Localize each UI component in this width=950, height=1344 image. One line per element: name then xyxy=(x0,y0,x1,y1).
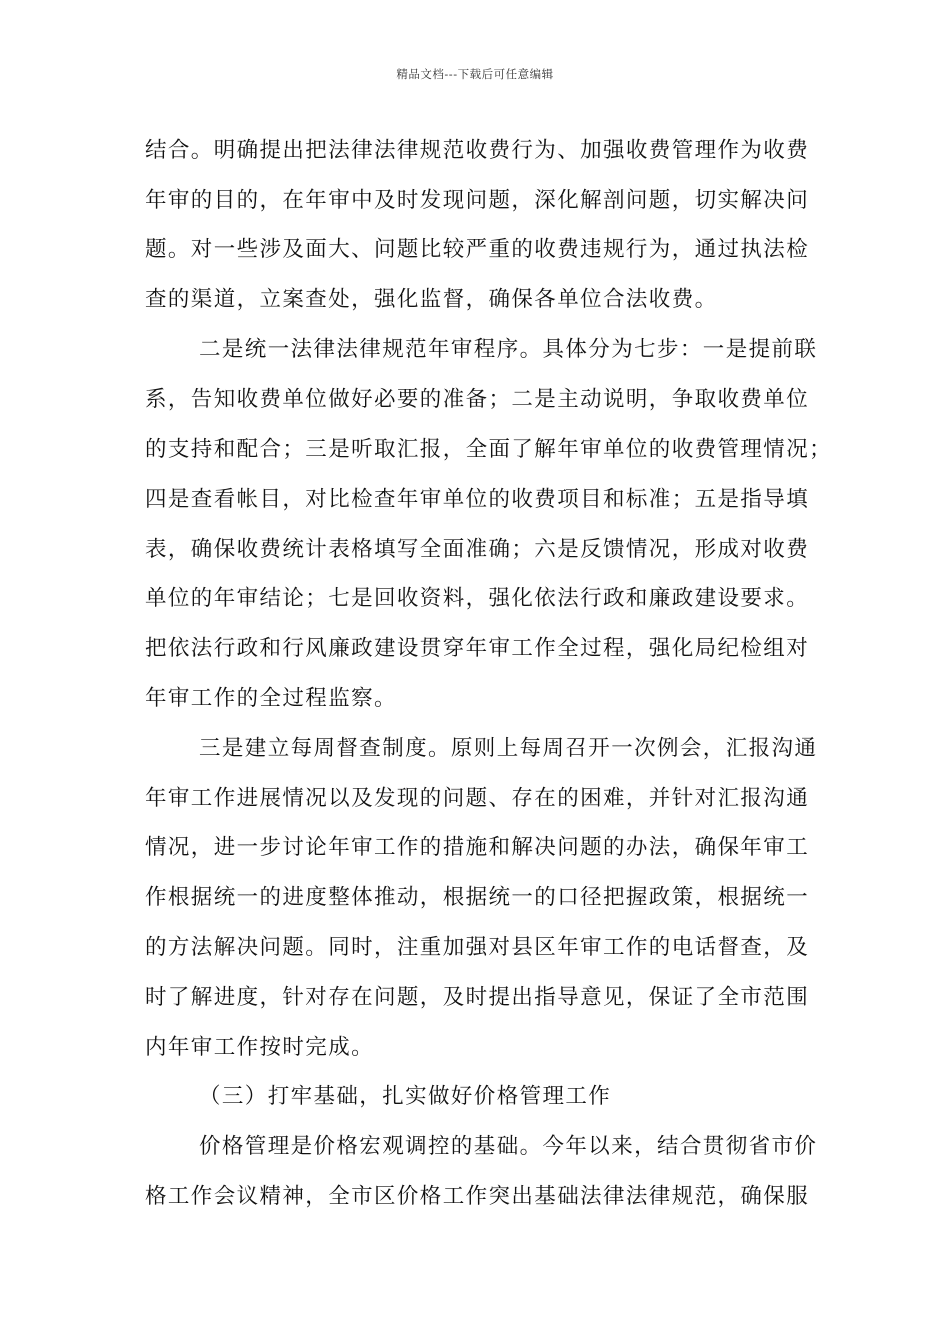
body-line: 单位的年审结论；七是回收资料，强化依法行政和廉政建设要求。 xyxy=(145,586,810,611)
body-line: 的方法解决问题。同时，注重加强对县区年审工作的电话督查，及 xyxy=(145,935,810,960)
paragraph-start-line: 二是统一法律法律规范年审程序。具体分为七步：一是提前联 xyxy=(199,337,818,362)
body-line: 表，确保收费统计表格填写全面准确；六是反馈情况，形成对收费 xyxy=(145,537,810,562)
section-heading: （三）打牢基础，扎实做好价格管理工作 xyxy=(199,1084,612,1109)
body-line: 情况，进一步讨论年审工作的措施和解决问题的办法，确保年审工 xyxy=(145,835,810,860)
body-line: 的支持和配合；三是听取汇报，全面了解年审单位的收费管理情况； xyxy=(145,437,833,462)
page-header: 精品文档---下载后可任意编辑 xyxy=(396,67,554,81)
paragraph-start-line: 价格管理是价格宏观调控的基础。今年以来，结合贯彻省市价 xyxy=(199,1134,818,1159)
body-line: 查的渠道，立案查处，强化监督，确保各单位合法收费。 xyxy=(145,287,718,312)
body-line: 年审工作进展情况以及发现的问题、存在的困难，并针对汇报沟通 xyxy=(145,786,810,811)
body-line: 题。对一些涉及面大、问题比较严重的收费违规行为，通过执法检 xyxy=(145,237,810,262)
body-line: 格工作会议精神，全市区价格工作突出基础法律法律规范，确保服 xyxy=(145,1184,810,1209)
body-line: 作根据统一的进度整体推动，根据统一的口径把握政策，根据统一 xyxy=(145,885,810,910)
body-line: 结合。明确提出把法律法律规范收费行为、加强收费管理作为收费 xyxy=(145,138,810,163)
body-line: 时了解进度，针对存在问题，及时提出指导意见，保证了全市范围 xyxy=(145,985,810,1010)
body-line: 年审工作的全过程监察。 xyxy=(145,686,397,711)
body-line: 系，告知收费单位做好必要的准备；二是主动说明，争取收费单位 xyxy=(145,387,810,412)
body-line: 年审的目的，在年审中及时发现问题，深化解剖问题，切实解决问 xyxy=(145,188,810,213)
body-line: 内年审工作按时完成。 xyxy=(145,1035,375,1060)
paragraph-start-line: 三是建立每周督查制度。原则上每周召开一次例会，汇报沟通 xyxy=(199,736,818,761)
body-line: 把依法行政和行风廉政建设贯穿年审工作全过程，强化局纪检组对 xyxy=(145,636,810,661)
body-line: 四是查看帐目，对比检查年审单位的收费项目和标准；五是指导填 xyxy=(145,487,810,512)
